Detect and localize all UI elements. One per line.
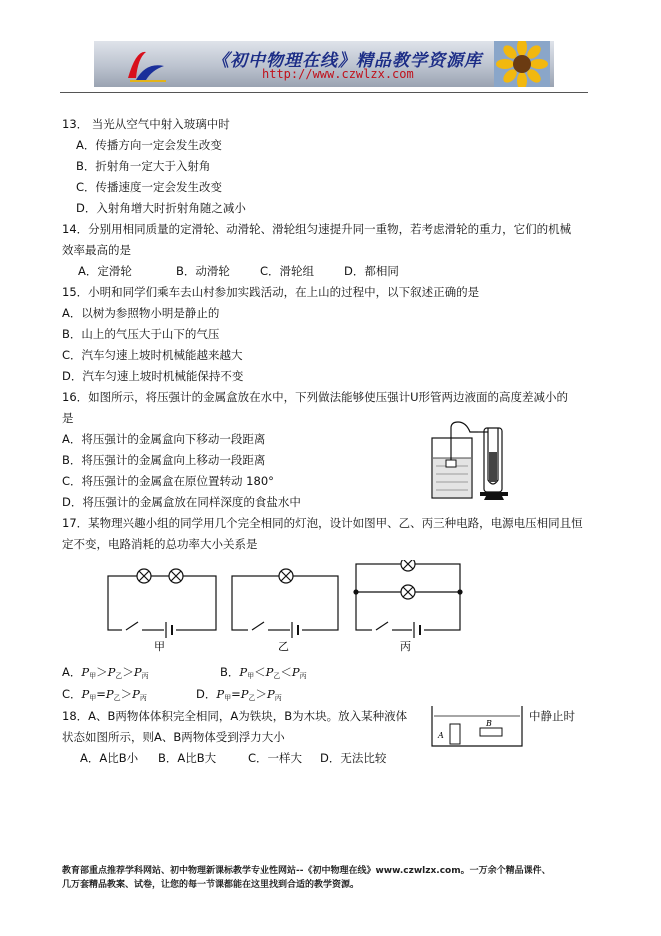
site-logo-icon xyxy=(122,44,170,84)
header-banner xyxy=(94,41,554,87)
q17-option-c: C．$P_甲=P_乙>P_丙$ xyxy=(62,687,147,702)
q18-option-d: D．无法比较 xyxy=(320,751,387,765)
q16-stem-line2: 是 xyxy=(62,411,74,425)
q15-option-b: B．山上的气压大于山下的气压 xyxy=(62,327,220,341)
q17-option-a: A．$P_甲>P_乙>P_丙$ xyxy=(62,665,149,680)
q14-option-d: D．都相同 xyxy=(344,264,399,278)
q17-option-b: B．$P_甲<P_乙<P_丙$ xyxy=(220,665,307,680)
q14-stem-line2: 效率最高的是 xyxy=(62,243,131,257)
circuit-diagrams xyxy=(100,560,470,656)
sunflower-icon xyxy=(494,41,550,87)
pressure-gauge-figure xyxy=(428,420,528,504)
q18-stem-line2: 状态如图所示，则A、B两物体受到浮力大小 xyxy=(62,730,285,744)
block-a-label: A xyxy=(438,731,444,740)
q13-option-c: C．传播速度一定会发生改变 xyxy=(76,180,223,194)
header-divider xyxy=(60,92,588,93)
buoyancy-figure xyxy=(430,704,524,748)
q14-option-b: B．动滑轮 xyxy=(176,264,230,278)
q16-stem-line1: 16．如图所示，将压强计的金属盒放在水中，下列做法能够使压强计U形管两边液面的高度差减小的 xyxy=(62,390,569,404)
banner-title: 《初中物理在线》精品教学资源库 xyxy=(212,51,482,71)
q18-option-b: B．A比B大 xyxy=(158,751,217,765)
q13-option-b: B．折射角一定大于入射角 xyxy=(76,159,211,173)
q13-option-d: D．入射角增大时折射角随之减小 xyxy=(76,201,246,215)
q16-option-d: D．将压强计的金属盒放在同样深度的食盐水中 xyxy=(62,495,301,509)
q13-option-a: A．传播方向一定会发生改变 xyxy=(76,138,222,152)
q15-option-c: C．汽车匀速上坡时机械能越来越大 xyxy=(62,348,243,362)
q18-stem-line1-tail: 中静止时 xyxy=(529,709,575,723)
block-b-label: B xyxy=(486,719,492,728)
footer-line2: 几万套精品教案、试卷，让您的每一节课都能在这里找到合适的教学资源。 xyxy=(62,880,360,890)
q15-option-d: D．汽车匀速上坡时机械能保持不变 xyxy=(62,369,244,383)
q16-option-c: C．将压强计的金属盒在原位置转动 180° xyxy=(62,474,274,488)
q15-option-a: A．以树为参照物小明是静止的 xyxy=(62,306,220,320)
q16-option-a: A．将压强计的金属盒向下移动一段距离 xyxy=(62,432,266,446)
circuit-label-jia: 甲 xyxy=(154,640,165,653)
q17-stem-line1: 17．某物理兴趣小组的同学用几个完全相同的灯泡，设计如图甲、乙、丙三种电路，电源电压相同且恒 xyxy=(62,516,583,530)
q17-option-d: D．$P_甲=P_乙>P_丙$ xyxy=(196,687,282,702)
q18-option-a: A．A比B小 xyxy=(80,751,139,765)
q18-option-c: C．一样大 xyxy=(248,751,303,765)
page-footer xyxy=(62,864,602,892)
q14-option-c: C．滑轮组 xyxy=(260,264,315,278)
circuit-label-bing: 丙 xyxy=(400,640,411,653)
circuit-label-yi: 乙 xyxy=(278,640,289,653)
q13-stem: 13． 当光从空气中射入玻璃中时 xyxy=(62,117,230,131)
footer-line1: 教育部重点推荐学科网站、初中物理新课标教学专业性网站--《初中物理在线》www.czwlzx.com。一万余个精品课件、 xyxy=(62,866,551,876)
q15-stem: 15．小明和同学们乘车去山村参加实践活动，在上山的过程中，以下叙述正确的是 xyxy=(62,285,480,299)
q14-options xyxy=(78,263,399,279)
banner-url[interactable]: http://www.czwlzx.com xyxy=(262,67,414,81)
q18-stem-line1: 18．A、B两物体体积完全相同，A为铁块，B为木块。放入某种液体 xyxy=(62,709,408,723)
q16-option-b: B．将压强计的金属盒向上移动一段距离 xyxy=(62,453,266,467)
q18-options xyxy=(80,750,386,766)
q14-stem-line1: 14．分别用相同质量的定滑轮、动滑轮、滑轮组匀速提升同一重物，若考虑滑轮的重力，它们的机械 xyxy=(62,222,572,236)
q14-option-a: A．定滑轮 xyxy=(78,264,132,278)
q17-stem-line2: 定不变，电路消耗的总功率大小关系是 xyxy=(62,537,258,551)
